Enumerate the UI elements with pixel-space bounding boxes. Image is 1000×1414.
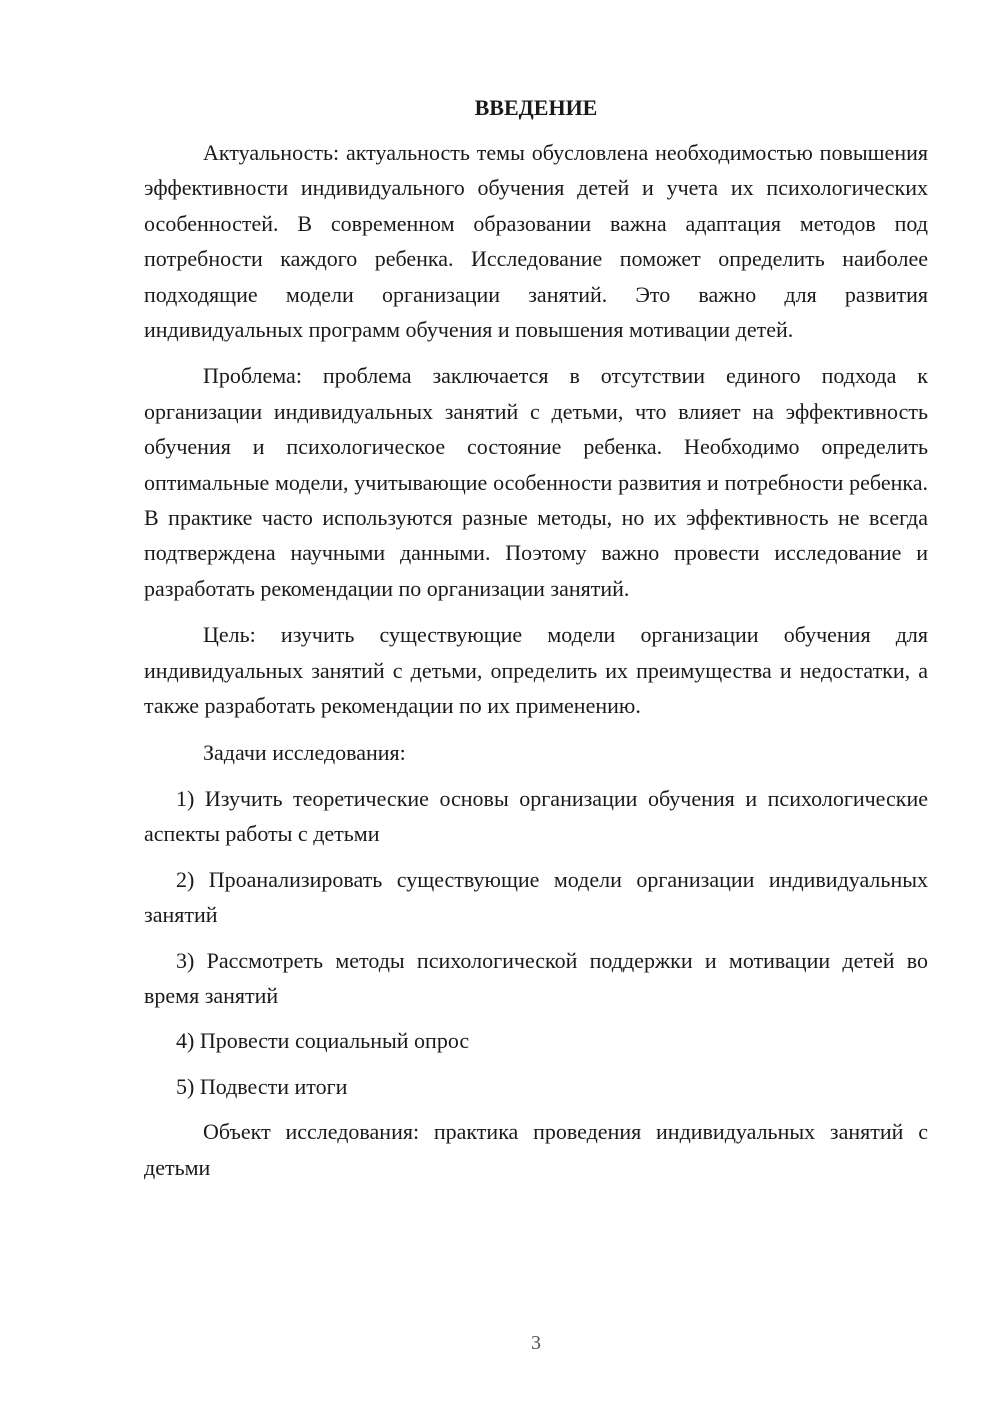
section-title: ВВЕДЕНИЕ <box>474 95 598 120</box>
paragraph-goal: Цель: изучить существующие модели организации обучения для индивидуальных занятий с детьми, определить их преимущества и недостатки, а также разработать рекомендации по их применению. <box>144 622 928 719</box>
task-item: 1) Изучить теоретические основы организации обучения и психологические аспекты работы с детьми <box>144 785 928 847</box>
tasks-heading: Задачи исследования: <box>203 739 406 765</box>
paragraph-problem: Проблема: проблема заключается в отсутствии единого подхода к организации индивидуальных занятий с детьми, что влияет на эффективность обучения и психологическое состояние ребенка. Необходимо определить оптимальные модели, учитывающие особенности развития и потребности ребенка. В практике часто используются разные методы, но их эффективность не всегда подтверждена научными данными. Поэтому важно провести исследование и разработать рекомендации по организации занятий. <box>144 363 928 601</box>
page-number: 3 <box>531 1332 541 1354</box>
page-content <box>144 90 928 1196</box>
task-item: 5) Подвести итоги <box>176 1073 348 1099</box>
task-item: 4) Провести социальный опрос <box>176 1028 470 1054</box>
paragraph-object: Объект исследования: практика проведения индивидуальных занятий с детьми <box>144 1119 928 1180</box>
paragraph-relevance: Актуальность: актуальность темы обусловлена необходимостью повышения эффективности индивидуального обучения детей и учета их психологических особенностей. В современном образовании важна адаптация методов под потребности каждого ребенка. Исследование поможет определить наиболее подходящие модели организации занятий. Это важно для развития индивидуальных программ обучения и повышения мотивации детей. <box>144 140 928 343</box>
task-item: 2) Проанализировать существующие модели организации индивидуальных занятий <box>144 866 928 928</box>
task-item: 3) Рассмотреть методы психологической поддержки и мотивации детей во время занятий <box>144 947 928 1008</box>
